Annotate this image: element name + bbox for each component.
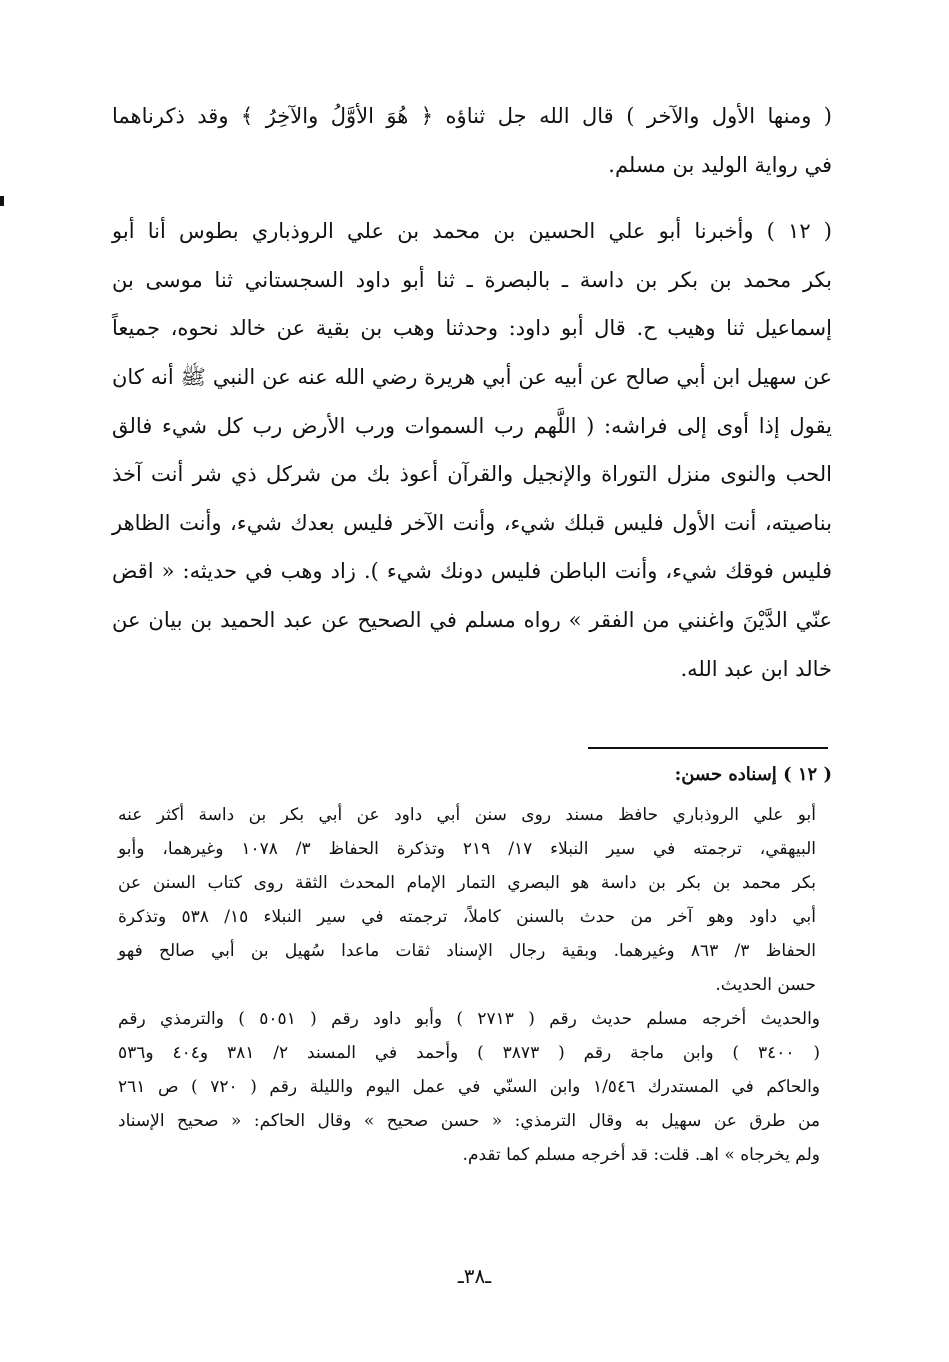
footnote-line: ولم يخرجاه » اهـ. قلت: قد أخرجه مسلم كما تقدم.: [462, 1145, 820, 1165]
footnote-line: البيهقي، ترجمته في سير النبلاء ١٧/ ٢١٩ وتذكرة الحفاظ ٣/ ١٠٧٨ وغيرهما، وأبو: [118, 839, 816, 859]
margin-mark: [0, 196, 4, 206]
footnote-line: أبو علي الروذباري حافظ مسند روى سنن أبي داود عن أبي بكر بن داسة أكثر عنه: [118, 805, 816, 825]
footnote-line: ( ٣٤٠٠ ) وابن ماجة رقم ( ٣٨٧٣ ) وأحمد في المسند ٢/ ٣٨١ و٤٠٤ و٥٣٦: [118, 1043, 820, 1063]
main-text: [112, 92, 832, 693]
footnote-block-2: [118, 1002, 832, 1172]
footnotes: [118, 758, 832, 1172]
text-line: ( ١٢ ) وأخبرنا أبو علي الحسين بن محمد بن علي الروذباري بطوس أنا أبو: [112, 219, 832, 244]
footnote-block-1: [118, 798, 832, 1002]
text-line: عن سهيل ابن أبي صالح عن أبيه عن أبي هريرة رضي الله عنه عن النبي ﷺ أنه كان: [112, 364, 832, 389]
footnote-divider: [588, 747, 828, 749]
paragraph-1: [112, 92, 832, 189]
text-line: خالد ابن عبد الله.: [680, 656, 832, 681]
page-number: ـ٣٨ـ: [457, 1264, 492, 1288]
footnote-line: من طرق عن سهيل به وقال الترمذي: « حسن صحيح » وقال الحاكم: « صحيح الإسناد: [118, 1111, 820, 1131]
text-line: عنّي الدَّيْنَ واغنني من الفقر » رواه مسلم في الصحيح عن عبد الحميد بن بيان عن: [112, 607, 832, 632]
footnote-line: الحفاظ ٣/ ٨٦٣ وغيرهما. وبقية رجال الإسناد ثقات ماعدا سُهيل بن أبي صالح فهو: [118, 941, 816, 961]
text-line: ( ومنها الأول والآخر ) قال الله جل ثناؤه ﴿ هُوَ الأوَّلُ والآخِرُ ﴾ وقد ذكرناهما: [112, 104, 832, 128]
footnote-line: حسن الحديث.: [715, 975, 816, 995]
text-line: بناصيته، أنت الأول فليس قبلك شيء، وأنت الآخر فليس بعدك شيء، وأنت الظاهر: [112, 510, 832, 535]
footnote-line: والحديث أخرجه مسلم حديث رقم ( ٢٧١٣ ) وأبو داود رقم ( ٥٠٥١ ) والترمذي رقم: [118, 1009, 821, 1029]
text-line: في رواية الوليد بن مسلم.: [608, 152, 832, 177]
paragraph-2-hadith-12: [112, 207, 832, 693]
text-line: فليس فوقك شيء، وأنت الباطن فليس دونك شيء ). زاد وهب في حديثه: « اقض: [112, 559, 832, 584]
footnote-line: أبي داود وهو آخر من حدث بالسنن كاملاً، ترجمته في سير النبلاء ١٥/ ٥٣٨ وتذكرة: [118, 907, 816, 927]
text-line: الحب والنوى منزل التوراة والإنجيل والقرآن أعوذ بك من شركل ذي شر أنت آخذ: [112, 462, 832, 487]
footnote-line: والحاكم في المستدرك ١/٥٤٦ وابن السنّي في عمل اليوم والليلة رقم ( ٧٢٠ ) ص ٢٦١: [118, 1077, 821, 1097]
footnote-line: بكر محمد بن بكر بن داسة هو البصري التمار الإمام المحدث الثقة روى كتاب السنن عن: [118, 873, 816, 893]
text-line: بكر محمد بن بكر بن داسة ـ بالبصرة ـ ثنا أبو داود السجستاني ثنا موسى بن: [112, 267, 832, 292]
text-line: إسماعيل ثنا وهيب ح. قال أبو داود: وحدثنا وهب بن بقية عن خالد نحوه، جميعاً: [112, 316, 832, 341]
footnote-heading: ( ١٢ ) إسناده حسن:: [674, 764, 832, 785]
text-line: يقول إذا أوى إلى فراشه: ( اللَّهم رب السموات ورب الأرض رب كل شيء فالق: [112, 413, 832, 438]
